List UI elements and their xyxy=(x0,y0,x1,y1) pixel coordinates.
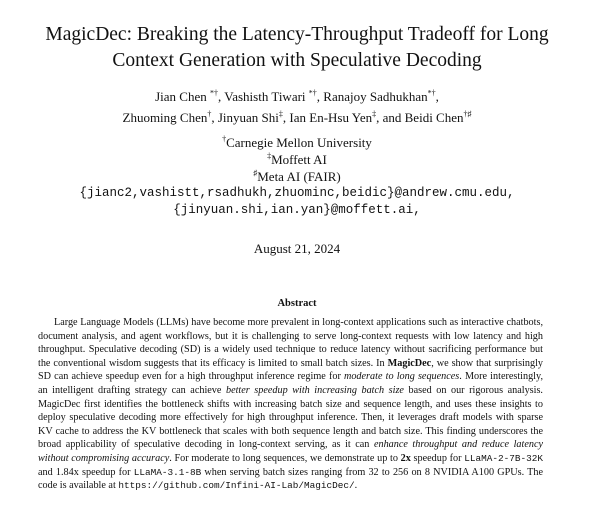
abstract-segment: when serving batch sizes ranging from 32 to 256 on 8 NVIDIA A100 GPUs. The code is available at xyxy=(38,466,543,492)
author-line-2 xyxy=(10,107,584,128)
author-separator: , xyxy=(218,89,225,104)
abstract-segment[interactable]: https://github.com/Infini-AI-Lab/MagicDec/ xyxy=(118,480,355,492)
author-name: Ranajoy Sadhukhan xyxy=(323,89,428,104)
author-name: Jinyuan Shi xyxy=(217,110,279,125)
title-line-2: Context Generation with Speculative Decoding xyxy=(112,50,482,71)
affiliation-mark: † xyxy=(222,134,227,144)
author-separator: , xyxy=(211,110,218,125)
abstract-segment: and 1.84x speedup for xyxy=(38,466,134,478)
author-name: Beidi Chen xyxy=(404,110,464,125)
abstract-segment: . More interestingly, an intelligent drafting strategy can achieve xyxy=(38,371,543,396)
author-name: Zhuoming Chen xyxy=(122,110,208,125)
author-mark: *† xyxy=(210,88,218,98)
author-separator: , and xyxy=(376,110,405,125)
paper-date: August 21, 2024 xyxy=(253,241,341,256)
author-name: Ian En-Hsu Yen xyxy=(289,110,373,125)
affiliation xyxy=(10,151,584,168)
affiliation xyxy=(10,168,584,185)
abstract-segment: speedup for xyxy=(410,452,465,464)
abstract-segment: MagicDec xyxy=(387,357,432,369)
author-separator: , xyxy=(316,89,324,104)
abstract-segment: . For moderate to long sequences, we demonstrate up to xyxy=(169,452,401,464)
abstract-heading: Abstract xyxy=(277,298,317,309)
abstract-segment: based on our rigorous analysis. MagicDec first identifies the bottleneck shifts with increasing batch size and sequence length, and uses these insights to deploy speculative decoding more effectively for high throughput inference. Then, it leverages draft models with sparse KV cache to address the KV bottleneck that scales with both sequence length and batch size. This finding underscores the broad applicability of speculative decoding in long-context serving, as it can xyxy=(38,384,543,451)
abstract-segment: enhance throughput and reduce latency without compromising accuracy xyxy=(38,439,543,464)
affiliation-name: Carnegie Mellon University xyxy=(226,135,372,150)
abstract-segment: LLaMA-3.1-8B xyxy=(133,466,202,478)
abstract-segment: , we show that surprisingly SD can achieve speedup even for a high throughput inference regime for xyxy=(38,357,544,383)
author-mark: ‡ xyxy=(278,109,283,119)
author-mark: †♯ xyxy=(463,109,472,119)
author-name: Vashisth Tiwari xyxy=(224,89,306,104)
abstract-segment: moderate to long sequences xyxy=(343,371,460,383)
affiliation-mark: ‡ xyxy=(267,151,272,161)
affiliation-name: Meta AI (FAIR) xyxy=(257,169,341,184)
abstract-body xyxy=(38,316,543,493)
affiliation-name: Moffett AI xyxy=(271,152,327,167)
author-mark: *† xyxy=(308,88,317,98)
author-separator: , xyxy=(435,89,439,104)
paper-title xyxy=(10,22,584,74)
author-line-1 xyxy=(10,86,584,107)
abstract-segment: LLaMA-2-7B-32K xyxy=(464,452,543,464)
author-separator: , xyxy=(282,110,290,125)
affiliations xyxy=(10,134,584,219)
author-mark: † xyxy=(207,109,212,119)
abstract-segment: 2x xyxy=(400,452,411,464)
author-list xyxy=(10,86,584,128)
email-line-2[interactable]: {jinyuan.shi,ian.yan}@moffett.ai, xyxy=(173,203,421,217)
affiliation xyxy=(10,134,584,151)
author-mark: ‡ xyxy=(372,109,377,119)
author-mark: *† xyxy=(427,88,436,98)
abstract-segment: better speedup with increasing batch size xyxy=(225,384,404,396)
affiliation-mark: ♯ xyxy=(253,168,258,178)
abstract-segment: . xyxy=(354,480,358,492)
title-line-1: MagicDec: Breaking the Latency-Throughput Tradeoff for Long xyxy=(45,24,549,45)
email-line-1[interactable]: {jianc2,vashistt,rsadhukh,zhuominc,beidic}@andrew.cmu.edu, xyxy=(79,186,515,200)
abstract-segment: Large Language Models (LLMs) have become more prevalent in long-context applications such as interactive chatbots, document analysis, and agent workflows, but it is challenging to serve long-context requests with low latency and high throughput. Speculative decoding (SD) is a widely used technique to reduce latency without sacrificing performance but the conventional wisdom suggests that its efficacy is limited to small batch sizes. In xyxy=(38,317,543,369)
author-name: Jian Chen xyxy=(155,89,207,104)
